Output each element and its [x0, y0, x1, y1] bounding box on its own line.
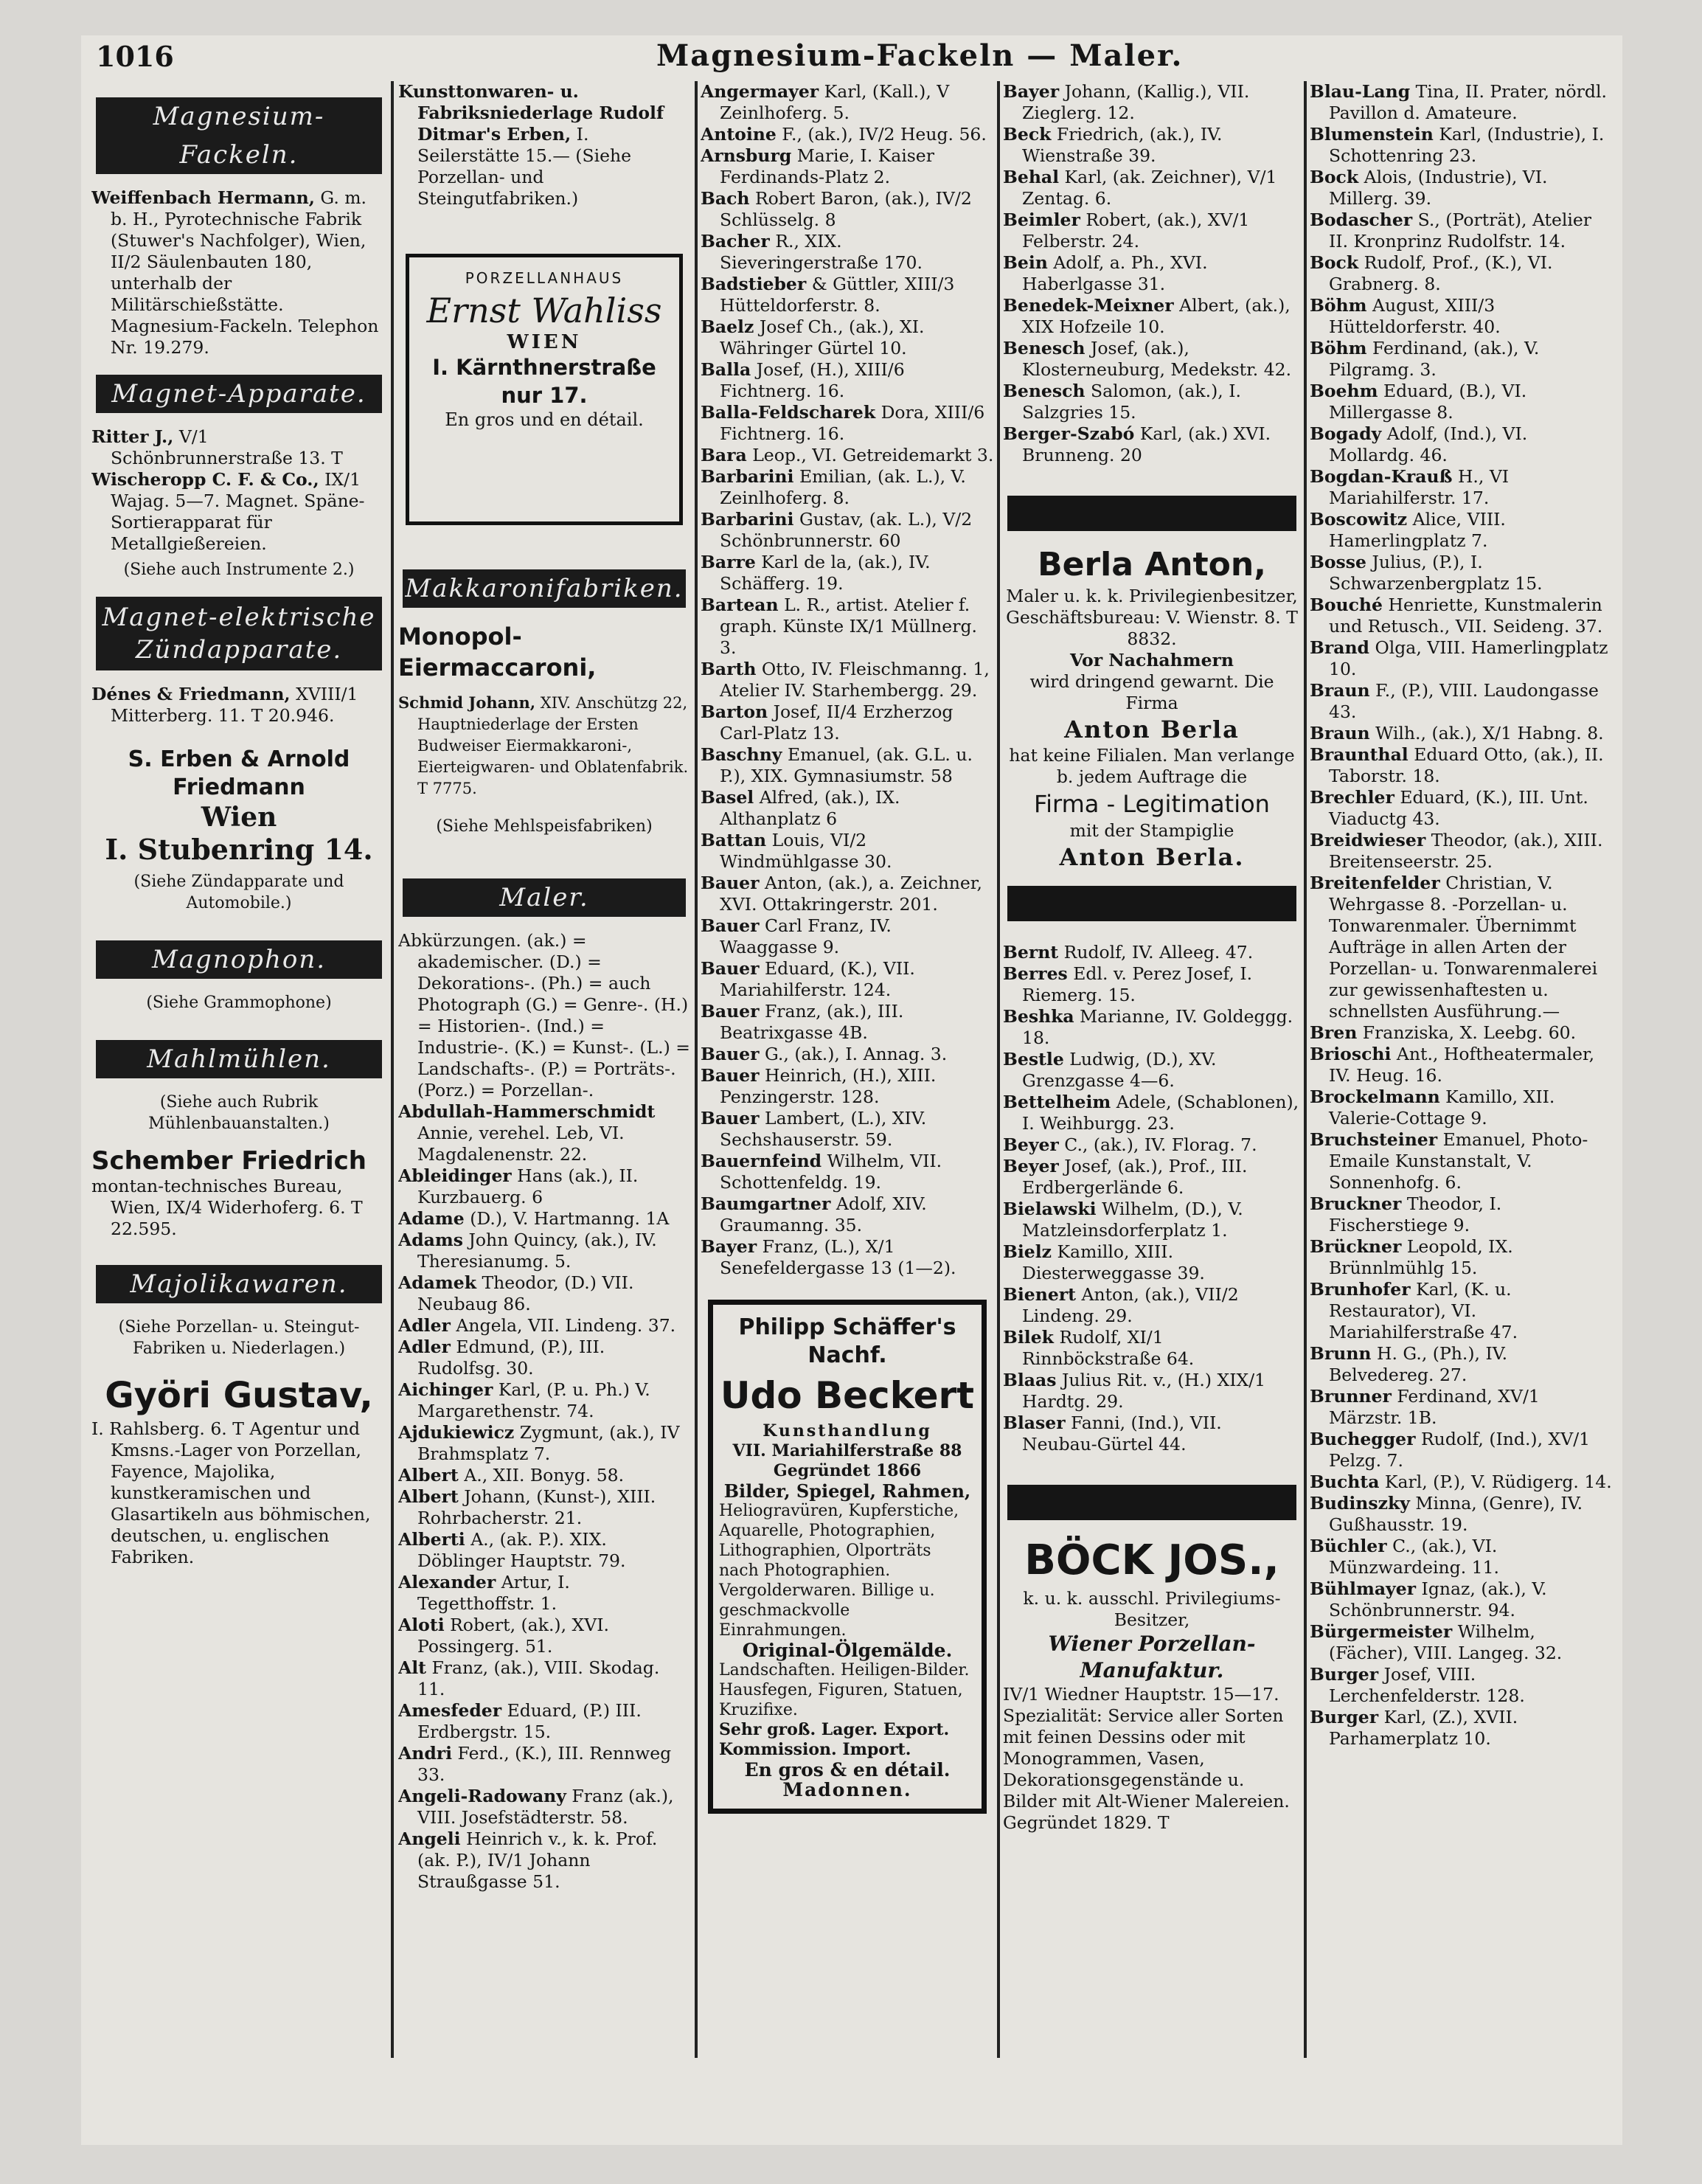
listing-entry: Bayer Johann, (Kallig.), VII. Zieglerg. 12. [1003, 81, 1250, 123]
page-number: 1016 [96, 40, 174, 73]
column-2 [398, 81, 690, 1893]
listing-entry: Abdullah-Hammerschmidt Annie, verehel. Leb, VI. Magdalenenstr. 22. [398, 1101, 656, 1165]
listing-entry: Bühlmayer Ignaz, (ak.), V. Schönbrunnerstr. 94. [1310, 1578, 1547, 1620]
listing-entry: Burger Josef, VIII. Lerchenfelderstr. 128. [1310, 1664, 1525, 1706]
column-rule [1304, 81, 1307, 2058]
listing-entry: Dénes & Friedmann, XVIII/1 Mitterberg. 11. T 20.946. [91, 684, 358, 726]
ad-schember-name: Schember Friedrich [91, 1146, 367, 1176]
listing-entry: Beimler Robert, (ak.), XV/1 Felberstr. 24. [1003, 209, 1250, 252]
column-4 [1003, 81, 1301, 1834]
listing-entry: Brockelmann Kamillo, XII. Valerie-Cottage 9. [1310, 1086, 1555, 1129]
listing-entry: Beyer C., (ak.), IV. Florag. 7. [1003, 1134, 1257, 1155]
ad-monopol: Monopol-Eiermaccaroni, [398, 623, 597, 682]
listing-entry: Albert A., XII. Bonyg. 58. [398, 1465, 625, 1486]
ad-erben-address: I. Stubenring 14. [105, 833, 373, 866]
listing-entry: Barbarini Emilian, (ak. L.), V. Zeinlhoferg. 8. [701, 466, 966, 508]
listing-entry: Arnsburg Marie, I. Kaiser Ferdinands-Platz 2. [701, 145, 934, 187]
listing-entry: Amesfeder Eduard, (P.) III. Erdbergstr. 15. [398, 1700, 642, 1742]
listing-entry: Kunsttonwaren- u. Fabriksniederlage Rudolf Ditmar's Erben, I. Seilerstätte 15.— (Siehe Porzellan- und Steingutfabriken.) [398, 81, 664, 209]
listing-entry: Aichinger Karl, (P. u. Ph.) V. Margarethenstr. 74. [398, 1379, 650, 1421]
listing-entry: Bettelheim Adele, (Schablonen), I. Weihburgg. 23. [1003, 1092, 1299, 1134]
ad-rule [1007, 886, 1296, 921]
cross-reference: (Siehe auch Instrumente 2.) [123, 561, 355, 579]
listing-entry: Bogady Adolf, (Ind.), VI. Mollardg. 46. [1310, 423, 1528, 465]
listing-entry: Bosse Julius, (P.), I. Schwarzenbergplatz 15. [1310, 552, 1543, 594]
listing-entry: Brunn H. G., (Ph.), IV. Belvedereg. 27. [1310, 1343, 1508, 1385]
listing-entry: Bauernfeind Wilhelm, VII. Schottenfeldg. 19. [701, 1151, 942, 1193]
column-3 [701, 81, 994, 1824]
listing-entry: Bauer Lambert, (L.), XIV. Sechshauserstr. 59. [701, 1108, 927, 1150]
listing-entry: Böhm Ferdinand, (ak.), V. Pilgramg. 3. [1310, 338, 1540, 380]
listing-entry: Brückner Leopold, IX. Brünnlmühlg 15. [1310, 1236, 1513, 1278]
cross-reference: (Siehe Porzellan- u. Steingut-Fabriken u. Niederlagen.) [118, 1318, 360, 1358]
listing-entry: Blaas Julius Rit. v., (H.) XIX/1 Hardtg. 29. [1003, 1370, 1266, 1412]
listing-entry: Braunthal Eduard Otto, (ak.), II. Taborstr. 18. [1310, 744, 1604, 786]
section-header-magnesium: Magnesium-Fackeln. [96, 97, 382, 174]
column-5 [1310, 81, 1614, 1750]
listing-entry: Balla Josef, (H.), XIII/6 Fichtnerg. 16. [701, 359, 905, 401]
listing-entry: Braun Wilh., (ak.), X/1 Habng. 8. [1310, 723, 1604, 743]
listing-entry: Bren Franziska, X. Leebg. 60. [1310, 1022, 1577, 1043]
listing-entry: Bauer Anton, (ak.), a. Zeichner, XVI. Ottakringerstr. 201. [701, 873, 982, 915]
listing-entry: Bauer G., (ak.), I. Annag. 3. [701, 1044, 948, 1064]
section-header-magnet: Magnet-Apparate. [96, 375, 382, 413]
listing-entry: Bienert Anton, (ak.), VII/2 Lindeng. 29. [1003, 1284, 1239, 1326]
listing-entry: Bruckner Theodor, I. Fischerstiege 9. [1310, 1193, 1502, 1235]
cross-reference: (Siehe auch Rubrik Mühlenbauanstalten.) [148, 1093, 330, 1133]
listing-entry: Brand Olga, VIII. Hamerlingplatz 10. [1310, 637, 1608, 679]
section-header-zundapparate: Magnet-elektrische Zündapparate. [96, 597, 382, 670]
listing-entry: Büchler C., (ak.), VI. Münzwardeing. 11. [1310, 1536, 1500, 1578]
listing-entry: Bilek Rudolf, XI/1 Rinnböckstraße 64. [1003, 1327, 1195, 1369]
listing-entry: Breitenfelder Christian, V. Wehrgasse 8. -Porzellan- u. Tonwarenmaler. Übernimmt Aufträge in allen Arten der Porzellan- u. Tonwarenmalerei zur gewissenhaftesten u. schnellsten Ausführung.— [1310, 873, 1598, 1022]
listing-entry: Böhm August, XIII/3 Hütteldorferstr. 40. [1310, 295, 1501, 337]
listing-entry: Baelz Josef Ch., (ak.), XI. Währinger Gürtel 10. [701, 316, 925, 358]
ad-rule [1007, 1485, 1296, 1520]
listing-entry: Beck Friedrich, (ak.), IV. Wienstraße 39. [1003, 124, 1223, 166]
listing-entry: Brechler Eduard, (K.), III. Unt. Viaductg 43. [1310, 787, 1588, 829]
listing-entry: Bodascher S., (Porträt), Atelier II. Kronprinz Rudolfstr. 14. [1310, 209, 1592, 252]
listing-entry: Benedek-Meixner Albert, (ak.), XIX Hofzeile 10. [1003, 295, 1291, 337]
listing-entry: Barre Karl de la, (ak.), IV. Schäfferg. 19. [701, 552, 931, 594]
listing-entry: Berres Edl. v. Perez Josef, I. Riemerg. 15. [1003, 963, 1253, 1005]
cross-reference: (Siehe Zündapparate und Automobile.) [133, 873, 344, 912]
listing-entry: Ableidinger Hans (ak.), II. Kurzbauerg. 6 [398, 1165, 639, 1207]
listing-entry: Alexander Artur, I. Tegetthoffstr. 1. [398, 1572, 570, 1614]
listing-entry: Bielz Kamillo, XIII. Diesterweggasse 39. [1003, 1241, 1205, 1283]
listing-entry: Ritter J., V/1 Schönbrunnerstraße 13. T [91, 426, 343, 468]
ad-erben-title: S. Erben & Arnold Friedmann [128, 746, 350, 800]
bock-description: IV/1 Wiedner Hauptstr. 15—17. Spezialität: Service aller Sorten mit feinen Dessins oder mit Monogrammen, Vasen, Dekorationsgegenstände u. Bilder mit Alt-Wiener Malereien. Gegründet 1829. T [1003, 1684, 1290, 1833]
listing-entry: Bauer Heinrich, (H.), XIII. Penzingerstr. 128. [701, 1065, 937, 1107]
abbreviations: Abkürzungen. (ak.) = akademischer. (D.) = Dekorations-. (Ph.) = auch Photograph (G.) = Genre-. (H.) = Historien-. (Ind.) = Industrie-. (K.) = Kunst-. (L.) = Landschafts-. (P.) = Porträts-. (Porz.) = Porzellan-. [398, 930, 690, 1100]
ad-rule [1007, 496, 1296, 531]
listing-entry: Bock Alois, (Industrie), VI. Millerg. 39. [1310, 167, 1548, 209]
cross-reference: (Siehe Mehlspeisfabriken) [436, 817, 653, 836]
section-header-majolika: Majolikawaren. [96, 1265, 382, 1303]
listing-entry: Bestle Ludwig, (D.), XV. Grenzgasse 4—6. [1003, 1049, 1217, 1091]
listing-entry: Angeli-Radowany Franz (ak.), VIII. Josefstädterstr. 58. [398, 1786, 674, 1828]
listing-entry: Bock Rudolf, Prof., (K.), VI. Grabnerg. 8. [1310, 252, 1553, 294]
listing-entry: Adamek Theodor, (D.) VII. Neubaug 86. [398, 1272, 634, 1314]
listing-entry: Bürgermeister Wilhelm, (Fächer), VIII. Langeg. 32. [1310, 1621, 1563, 1663]
listing-entry: Bein Adolf, a. Ph., XVI. Haberlgasse 31. [1003, 252, 1208, 294]
listing-entry: Blau-Lang Tina, II. Prater, nördl. Pavillon d. Amateure. [1310, 81, 1607, 123]
ad-bock: BÖCK JOS., k. u. k. ausschl. Privilegiums-Besitzer, Wiener Porzellan-Manufaktur. IV/1 Wiedner Hauptstr. 15—17. Spezialität: Service aller Sorten mit feinen Dessins oder mit Monogrammen, Vasen, Dekorationsgegenstände u. Bilder mit Alt-Wiener Malereien. Gegründet 1829. T [1003, 1533, 1301, 1834]
listing-entry: Bauer Carl Franz, IV. Waaggasse 9. [701, 915, 892, 957]
ad-gyori-name: Györi Gustav, [105, 1375, 373, 1416]
listing-entry: Adler Edmund, (P.), III. Rudolfsg. 30. [398, 1337, 605, 1379]
column-rule [391, 81, 394, 2058]
listing-entry: Bara Leop., VI. Getreidemarkt 3. [701, 445, 994, 465]
listing-entry: Ajdukiewicz Zygmunt, (ak.), IV Brahmsplatz 7. [398, 1422, 680, 1464]
listing-entry: Balla-Feldscharek Dora, XIII/6 Fichtnerg. 16. [701, 402, 985, 444]
listing-entry: Buchta Karl, (P.), V. Rüdigerg. 14. [1310, 1471, 1612, 1492]
listing-entry: Bouché Henriette, Kunstmalerin und Retusch., VII. Seideng. 37. [1310, 594, 1603, 637]
ad-erben-city: Wien [201, 802, 277, 833]
listing-entry: Angermayer Karl, (Kall.), V Zeinlhoferg. 5. [701, 81, 950, 123]
listing-entry: Budinszky Minna, (Genre), IV. Gußhausstr. 19. [1310, 1493, 1583, 1535]
listing-entry: Bielawski Wilhelm, (D.), V. Matzleinsdorferplatz 1. [1003, 1199, 1243, 1241]
column-rule [695, 81, 698, 2058]
page-header [88, 38, 1622, 74]
listing-entry: Blumenstein Karl, (Industrie), I. Schottenring 23. [1310, 124, 1605, 166]
listing-entry: Blaser Fanni, (Ind.), VII. Neubau-Gürtel 44. [1003, 1412, 1222, 1455]
listing-entry: Bernt Rudolf, IV. Alleeg. 47. [1003, 942, 1254, 963]
listing-entry: Bruchsteiner Emanuel, Photo-Emaile Kunstanstalt, V. Sonnenhofg. 6. [1310, 1129, 1588, 1193]
listing-entry: Basel Alfred, (ak.), IX. Althanplatz 6 [701, 787, 900, 829]
listing-entry: Alberti A., (ak. P.). XIX. Döblinger Hauptstr. 79. [398, 1529, 626, 1571]
listing-entry: Brioschi Ant., Hoftheatermaler, IV. Heug. 16. [1310, 1044, 1595, 1086]
listing-entry: Antoine F., (ak.), IV/2 Heug. 56. [701, 124, 987, 145]
cross-reference: (Siehe Grammophone) [146, 994, 332, 1012]
listing-entry: Berger-Szabó Karl, (ak.) XVI. Brunneng. 20 [1003, 423, 1271, 465]
listing-entry: Barbarini Gustav, (ak. L.), V/2 Schönbrunnerstr. 60 [701, 509, 973, 551]
listing-entry: Andri Ferd., (K.), III. Rennweg 33. [398, 1743, 672, 1785]
listing-entry: Bach Robert Baron, (ak.), IV/2 Schlüsselg. 8 [701, 188, 972, 230]
section-header-makkaroni: Makkaronifabriken. [403, 569, 686, 608]
ad-beckert: Philipp Schäffer's Nachf. Udo Beckert Kunsthandlung VII. Mariahilferstraße 88 Gegründet 1866 Bilder, Spiegel, Rahmen, Heliogravüren, Kupferstiche, Aquarelle, Photographien, Lithographien, Olporträts nach Photographien. Vergolderwaren. Billige u. geschmackvolle Einrahmungen. Original-Ölgemälde. Landschaften. Heiligen-Bilder. Hausfegen, Figuren, Statuen, Kruzifixe. Sehr groß. Lager. Export. Kommission. Import. En gros & en détail. Madonnen. [708, 1300, 987, 1814]
maler-list [398, 1101, 690, 1893]
listing-entry: Beshka Marianne, IV. Goldeggg. 18. [1003, 1006, 1293, 1048]
listing-entry: Bogdan-Krauß H., VI Mariahilferstr. 17. [1310, 466, 1510, 508]
listing-entry: Brunhofer Karl, (K. u. Restaurator), VI. Mariahilferstraße 47. [1310, 1279, 1518, 1342]
section-header-mahlmuhlen: Mahlmühlen. [96, 1040, 382, 1078]
listing-entry: Barth Otto, IV. Fleischmanng. 1, Atelier IV. Starhembergg. 29. [701, 659, 990, 701]
listing-entry: Baumgartner Adolf, XIV. Graumanng. 35. [701, 1193, 927, 1235]
listing-entry: Weiffenbach Hermann, G. m. b. H., Pyrotechnische Fabrik (Stuwer's Nachfolger), Wien, II/2 Säulenbauten 180, unterhalb der Militärschießstätte. Magnesium-Fackeln. Telephon Nr. 19.279. [91, 187, 379, 358]
listing-entry: Albert Johann, (Kunst-), XIII. Rohrbacherstr. 21. [398, 1486, 656, 1528]
listing-entry: Adler Angela, VII. Lindeng. 37. [398, 1315, 676, 1336]
running-title: Magnesium-Fackeln — Maler. [656, 38, 1184, 73]
column-1 [91, 81, 386, 1568]
listing-entry: Wischeropp C. F. & Co., IX/1 Wajag. 5—7. Magnet. Späne-Sortierapparat für Metallgießereien. [91, 469, 365, 554]
listing-entry: I. Rahlsberg. 6. T Agentur und Kmsns.-Lager von Porzellan, Fayence, Majolika, kunstkeramischen und Glasartikeln aus böhmischen, deutschen, u. englischen Fabriken. [91, 1418, 371, 1567]
section-header-magnophon: Magnophon. [96, 940, 382, 979]
listing-entry: Beyer Josef, (ak.), Prof., III. Erdbergerlände 6. [1003, 1156, 1248, 1198]
listing-entry: Aloti Robert, (ak.), XVI. Possingerg. 51. [398, 1615, 609, 1657]
column-rule [997, 81, 1000, 2058]
listing-entry: Behal Karl, (ak. Zeichner), V/1 Zentag. 6. [1003, 167, 1277, 209]
ad-berla: Berla Anton, Maler u. k. k. Privilegienbesitzer, Geschäftsbureau: V. Wienstr. 8. T 8832. Vor Nachahmern wird dringend gewarnt. Die Firma Anton Berla hat keine Filialen. Man verlange b. jedem Auftrage die Firma - Legitimation mit der Stampiglie Anton Berla. [1006, 546, 1298, 871]
listing-entry: Burger Karl, (Z.), XVII. Parhamerplatz 10. [1310, 1707, 1518, 1749]
listing-entry: Angeli Heinrich v., k. k. Prof. (ak. P.), IV/1 Johann Straußgasse 51. [398, 1828, 658, 1892]
listing-entry: Breidwieser Theodor, (ak.), XIII. Breitenseerstr. 25. [1310, 830, 1603, 872]
listing-entry: montan-technisches Bureau, Wien, IX/4 Widerhoferg. 6. T 22.595. [91, 1176, 363, 1239]
listing-entry: Alt Franz, (ak.), VIII. Skodag. 11. [398, 1657, 660, 1699]
listing-entry: Bayer Franz, (L.), X/1 Senefeldergasse 13 (1—2). [701, 1236, 956, 1278]
listing-entry: Battan Louis, VI/2 Windmühlgasse 30. [701, 830, 892, 872]
listing-entry: Benesch Josef, (ak.), Klosterneuburg, Medekstr. 42. [1003, 338, 1292, 380]
listing-entry: Schmid Johann, XIV. Anschützg 22, Hauptniederlage der Ersten Budweiser Eiermakkaroni-, Eierteigwaren- und Oblatenfabrik. T 7775. [398, 693, 689, 797]
listing-entry: Bartean L. R., artist. Atelier f. graph. Künste IX/1 Müllnerg. 3. [701, 594, 977, 658]
listing-entry: Buchegger Rudolf, (Ind.), XV/1 Pelzg. 7. [1310, 1429, 1591, 1471]
listing-entry: Baschny Emanuel, (ak. G.L. u. P.), XIX. Gymnasiumstr. 58 [701, 744, 973, 786]
listing-entry: Bacher R., XIX. Sieveringerstraße 170. [701, 231, 923, 273]
listing-entry: Adams John Quincy, (ak.), IV. Theresianumg. 5. [398, 1230, 657, 1272]
listing-entry: Bauer Eduard, (K.), VII. Mariahilferstr. 124. [701, 958, 915, 1000]
listing-entry: Boehm Eduard, (B.), VI. Millergasse 8. [1310, 381, 1527, 423]
listing-entry: Benesch Salomon, (ak.), I. Salzgries 15. [1003, 381, 1241, 423]
listing-entry: Boscowitz Alice, VIII. Hamerlingplatz 7. [1310, 509, 1506, 551]
ad-wahliss: PORZELLANHAUS Ernst Wahliss WIEN I. Kärnthnerstraße nur 17. En gros und en détail. [406, 254, 683, 525]
section-header-maler: Maler. [403, 878, 686, 917]
listing-entry: Barton Josef, II/4 Erzherzog Carl-Platz 13. [701, 701, 954, 743]
listing-entry: Brunner Ferdinand, XV/1 Märzstr. 1B. [1310, 1386, 1540, 1428]
listing-entry: Adame (D.), V. Hartmanng. 1A [398, 1208, 670, 1229]
listing-entry: Bauer Franz, (ak.), III. Beatrixgasse 4B. [701, 1001, 904, 1043]
listing-entry: Braun F., (P.), VIII. Laudongasse 43. [1310, 680, 1599, 722]
listing-entry: Badstieber & Güttler, XIII/3 Hütteldorferstr. 8. [701, 274, 955, 316]
